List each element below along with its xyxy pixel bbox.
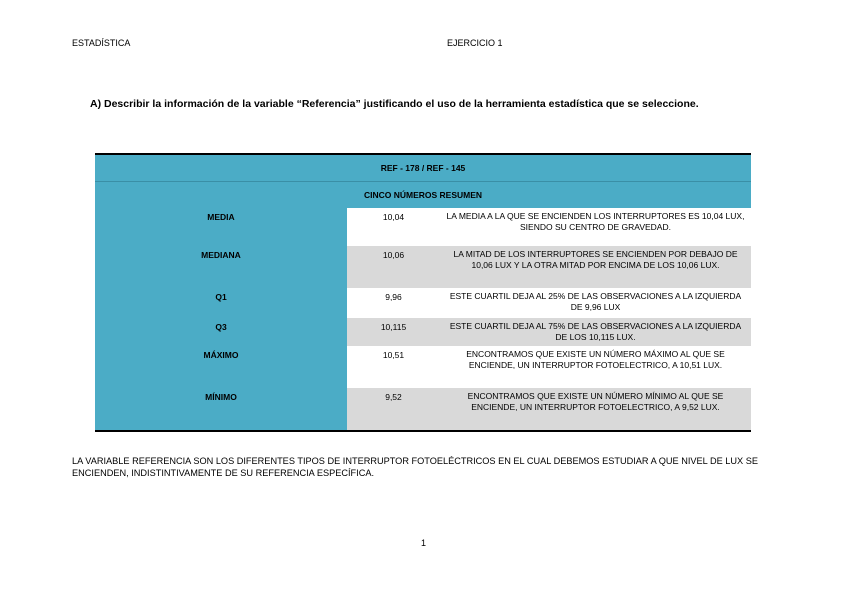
conclusion-text: LA VARIABLE REFERENCIA SON LOS DIFERENTES TIPOS DE INTERRUPTOR FOTOELÉCTRICOS EN EL CUAL DEBEMOS ESTUDIAR A QUE NIVEL DE LUX SE ENCIENDEN, INDISTINTIVAMENTE DE SU REFERENCIA ESPECÍFICA. [72,456,758,478]
row-label: MEDIANA [201,250,241,260]
row-description: LA MEDIA A LA QUE SE ENCIENDEN LOS INTERRUPTORES ES 10,04 LUX, SIENDO SU CENTRO DE GRAVEDAD. [440,208,751,246]
row-description: LA MITAD DE LOS INTERRUPTORES SE ENCIENDEN POR DEBAJO DE 10,06 LUX Y LA OTRA MITAD POR ENCIMA DE LOS 10,06 LUX. [440,246,751,288]
row-label: MÁXIMO [203,350,239,360]
row-value: 9,96 [347,288,440,318]
summary-table [95,153,751,432]
row-description: ESTE CUARTIL DEJA AL 75% DE LAS OBSERVACIONES A LA IZQUIERDA DE LOS 10,115 LUX. [440,318,751,346]
row-description: ENCONTRAMOS QUE EXISTE UN NÚMERO MÍNIMO AL QUE SE ENCIENDE, UN INTERRUPTOR FOTOELECTRICO, A 9,52 LUX. [440,388,751,430]
row-label: Q3 [215,322,227,332]
row-description: ESTE CUARTIL DEJA AL 25% DE LAS OBSERVACIONES A LA IZQUIERDA DE 9,96 LUX [440,288,751,318]
table-row [95,318,751,346]
row-value: 9,52 [347,388,440,430]
table-row [95,288,751,318]
header-subject: ESTADÍSTICA [72,38,131,48]
row-description: ENCONTRAMOS QUE EXISTE UN NÚMERO MÁXIMO AL QUE SE ENCIENDE, UN INTERRUPTOR FOTOELECTRICO, A 10,51 LUX. [440,346,751,388]
row-value: 10,51 [347,346,440,388]
row-label: MEDIA [207,212,235,222]
table-row [95,246,751,288]
header-exercise: EJERCICIO 1 [447,38,503,48]
question-text: A) Describir la información de la variable “Referencia” justificando el uso de la herramienta estadística que se seleccione. [90,98,699,110]
table-row [95,346,751,388]
page-number: 1 [421,538,427,548]
row-label: MÍNIMO [205,392,237,402]
row-value: 10,06 [347,246,440,288]
table-subtitle: CINCO NÚMEROS RESUMEN [363,190,483,200]
row-value: 10,04 [347,208,440,246]
row-label: Q1 [215,292,227,302]
table-row [95,388,751,430]
row-value: 10,115 [347,318,440,346]
table-title: REF - 178 / REF - 145 [95,155,751,182]
table-row [95,208,751,246]
